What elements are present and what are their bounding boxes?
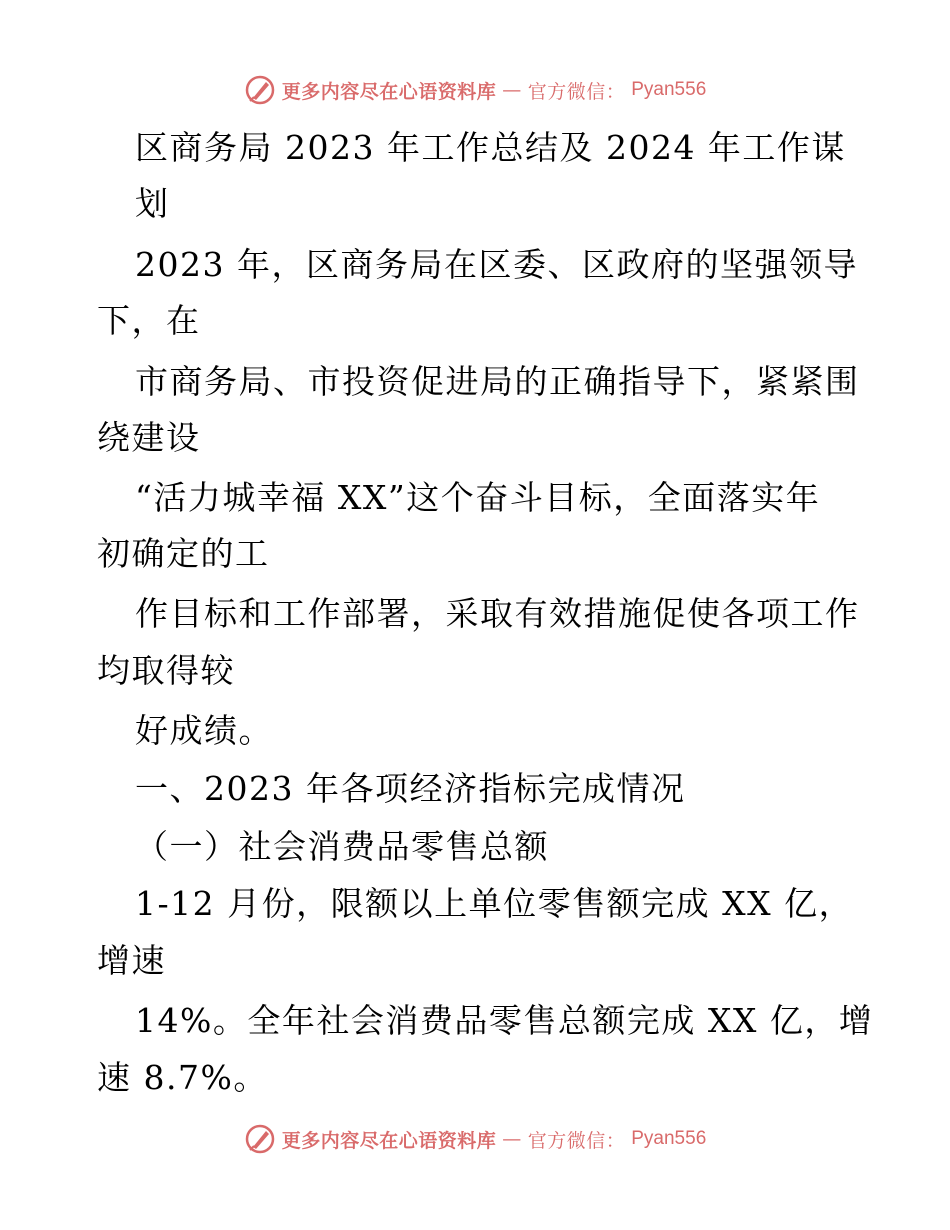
paragraph-line: 1-12 月份，限额以上单位零售额完成 XX 亿， [135, 884, 854, 923]
watermark-side-text: 官方微信： [527, 1129, 626, 1152]
paragraph-line: 14%。全年社会消费品零售总额完成 XX 亿，增 [135, 1001, 874, 1040]
paragraph-line: 均取得较 [97, 651, 235, 690]
watermark-banner-top [0, 70, 950, 110]
document-title-line-2: 划 [135, 184, 170, 223]
watermark-main-text: 更多内容尽在心语资料库 [281, 1129, 497, 1152]
paragraph-line: 好成绩。 [135, 711, 273, 750]
paragraph-line: 市商务局、市投资促进局的正确指导下，紧紧围 [135, 362, 860, 401]
paragraph-line: 作目标和工作部署，采取有效措施促使各项工作 [135, 594, 860, 633]
quill-logo-icon [244, 1123, 276, 1155]
subsection-heading: （一）社会消费品零售总额 [135, 827, 549, 866]
watermark-side-text: 官方微信： [527, 80, 626, 103]
paragraph-line: “活力城幸福 XX”这个奋斗目标，全面落实年 [135, 478, 821, 517]
paragraph-line: 增速 [97, 941, 166, 980]
watermark-wechat-id: Pyan556 [631, 79, 707, 100]
paragraph-line: 绕建设 [97, 418, 201, 457]
paragraph-line: 速 8.7%。 [97, 1058, 268, 1097]
document-title-line-1: 区商务局 2023 年工作总结及 2024 年工作谋 [135, 128, 846, 167]
paragraph-line: 初确定的工 [97, 534, 270, 573]
section-heading: 一、2023 年各项经济指标完成情况 [135, 769, 686, 808]
watermark-content [244, 1123, 707, 1155]
quill-logo-icon [244, 74, 276, 106]
paragraph-line: 下，在 [97, 301, 201, 340]
watermark-separator: — [502, 1128, 522, 1150]
watermark-banner-bottom [0, 1119, 950, 1159]
watermark-main-text: 更多内容尽在心语资料库 [281, 80, 497, 103]
watermark-separator: — [502, 79, 522, 101]
watermark-wechat-id: Pyan556 [631, 1128, 707, 1149]
paragraph-line: 2023 年，区商务局在区委、区政府的坚强领导 [135, 245, 858, 284]
watermark-content [244, 74, 707, 106]
